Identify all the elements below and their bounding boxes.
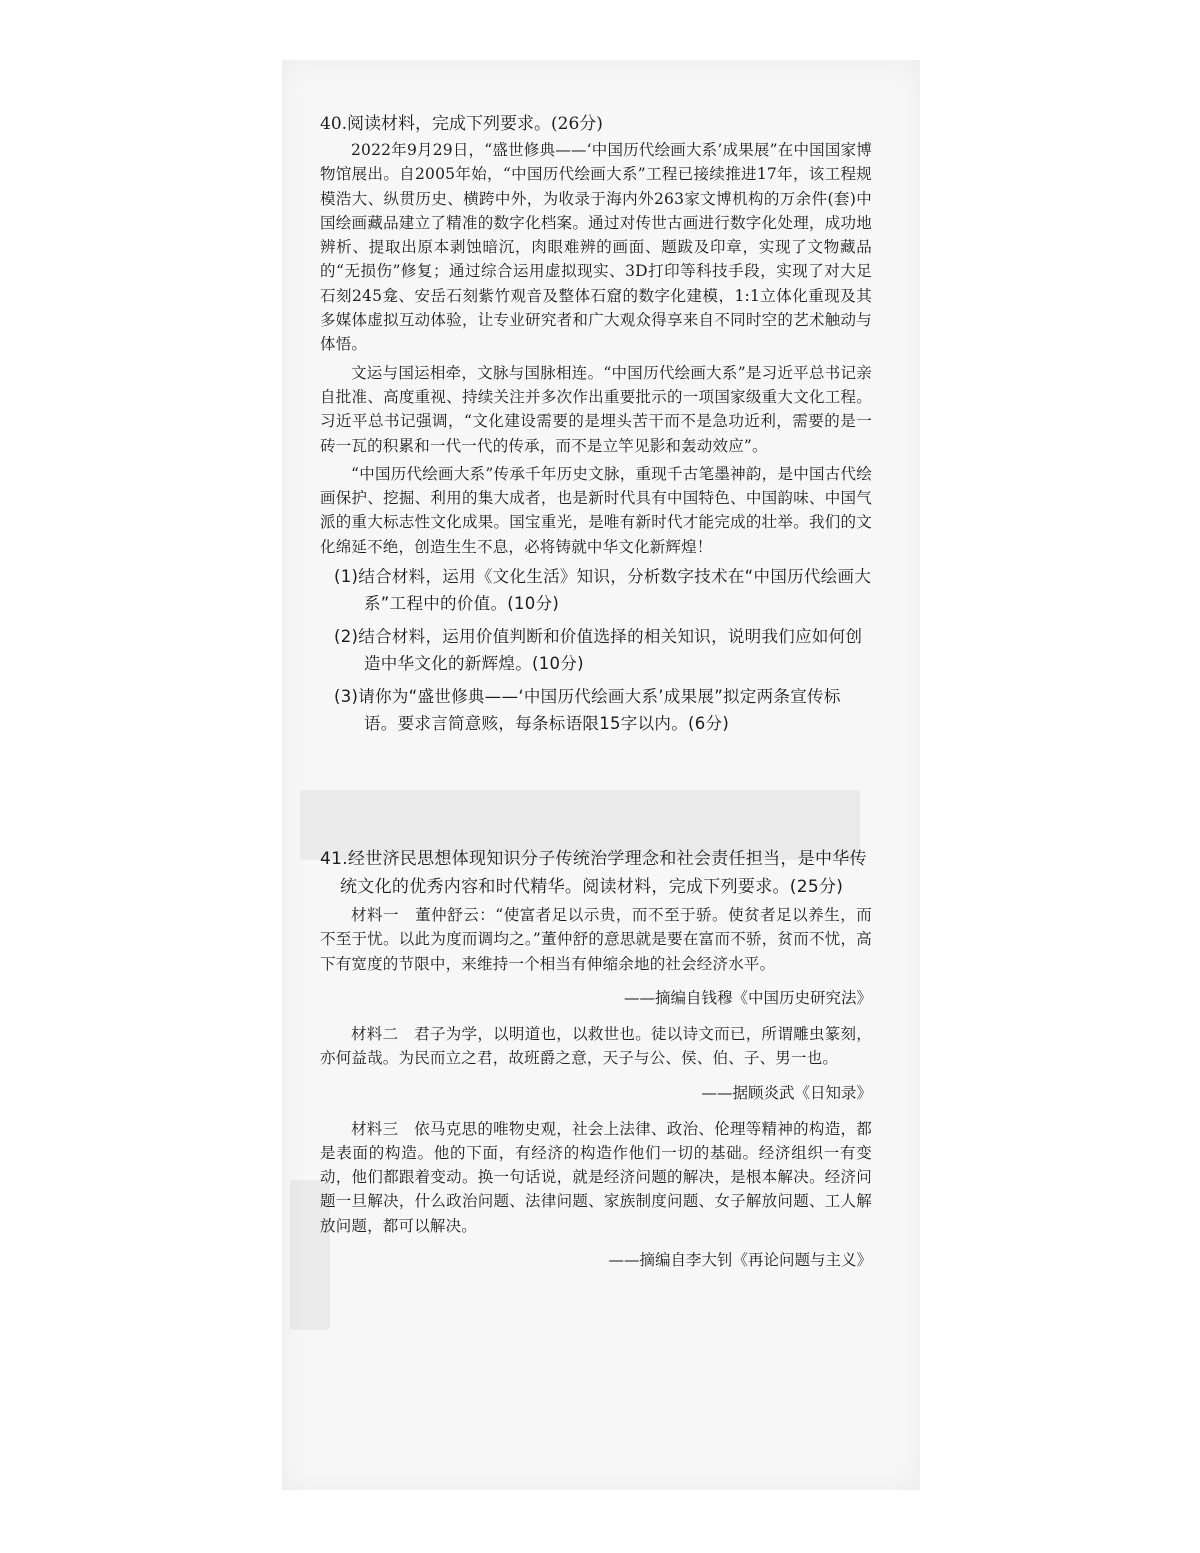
question-40-paragraph: “中国历代绘画大系”传承千年历史文脉，重现千古笔墨神韵，是中国古代绘画保护、挖掘、利用的集大成者，也是新时代具有中国特色、中国韵味、中国气派的重大标志性文化成果。国宝重光，是唯有新时代才能完成的壮举。我们的文化绵延不绝，创造生生不息，必将铸就中华文化新辉煌！ <box>320 464 872 556</box>
question-41-heading: 41.经世济民思想体现知识分子传统治学理念和社会责任担当，是中华传统文化的优秀内容和时代精华。阅读材料，完成下列要求。(25分) <box>320 849 867 898</box>
material-one-text: 材料一 董仲舒云：“使富者足以示贵，而不至于骄。使贫者足以养生，而不至于忧。以此为度而调均之。”董仲舒的意思就是要在富而不骄，贫而不忧，高下有宽度的节限中，来维持一个相当有伸缩余地的社会经济水平。 <box>320 906 872 973</box>
material-two-source: ——据顾炎武《日知录》 <box>701 1083 872 1102</box>
material-two-text: 材料二 君子为学，以明道也，以救世也。徒以诗文而已，所谓雕虫篆刻，亦何益哉。为民而立之君，故班爵之意，天子与公、侯、伯、子、男一也。 <box>320 1024 872 1068</box>
question-40-heading: 40.阅读材料，完成下列要求。(26分) <box>320 114 603 134</box>
material-three-source: ——摘编自李大钊《再论问题与主义》 <box>608 1251 872 1270</box>
material-one-source: ——摘编自钱穆《中国历史研究法》 <box>623 988 872 1007</box>
question-40-paragraph: 文运与国运相牵，文脉与国脉相连。“中国历代绘画大系”是习近平总书记亲自批准、高度重视、持续关注并多次作出重要批示的一项国家级重大文化工程。习近平总书记强调，“文化建设需要的是埋头苦干而不是急功近利，需要的是一砖一瓦的积累和一代一代的传承，而不是立竿见影和轰动效应”。 <box>320 363 872 455</box>
question-41 <box>320 845 872 1272</box>
exam-content <box>320 112 872 1284</box>
question-40 <box>320 112 872 737</box>
question-40-paragraph: 2022年9月29日，“盛世修典——‘中国历代绘画大系’成果展”在中国国家博物馆展出。自2005年始，“中国历代绘画大系”工程已接续推进17年，该工程规模浩大、纵贯历史、横跨中外，为收录于海内外263家文博机构的万余件(套)中国绘画藏品建立了精准的数字化档案。通过对传世古画进行数字化处理，成功地辨析、提取出原本剥蚀暗沉，肉眼难辨的画面、题跋及印章，实现了文物藏品的“无损伤”修复；通过综合运用虚拟现实、3D打印等科技手段，实现了对大足石刻245龛、安岳石刻紫竹观音及整体石窟的数字化建模，1:1立体化重现及其多媒体虚拟互动体验，让专业研究者和广大观众得享来自不同时空的艺术触动与体悟。 <box>320 141 872 354</box>
material-three-text: 材料三 依马克思的唯物史观，社会上法律、政治、伦理等精神的构造，都是表面的构造。他的下面，有经济的构造作他们一切的基础。经济组织一有变动，他们都跟着变动。换一句话说，就是经济问题的解决，是根本解决。经济问题一旦解决，什么政治问题、法律问题、家族制度问题、女子解放问题、工人解放问题，都可以解决。 <box>320 1119 872 1235</box>
question-40-subquestion-3: (3)请你为“盛世修典——‘中国历代绘画大系’成果展”拟定两条宣传标语。要求言简意赅，每条标语限15字以内。(6分) <box>334 687 841 734</box>
question-40-subquestion-2: (2)结合材料，运用价值判断和价值选择的相关知识，说明我们应如何创造中华文化的新辉煌。(10分) <box>334 627 863 674</box>
question-40-subquestion-1: (1)结合材料，运用《文化生活》知识，分析数字技术在“中国历代绘画大系”工程中的价值。(10分) <box>334 567 872 614</box>
